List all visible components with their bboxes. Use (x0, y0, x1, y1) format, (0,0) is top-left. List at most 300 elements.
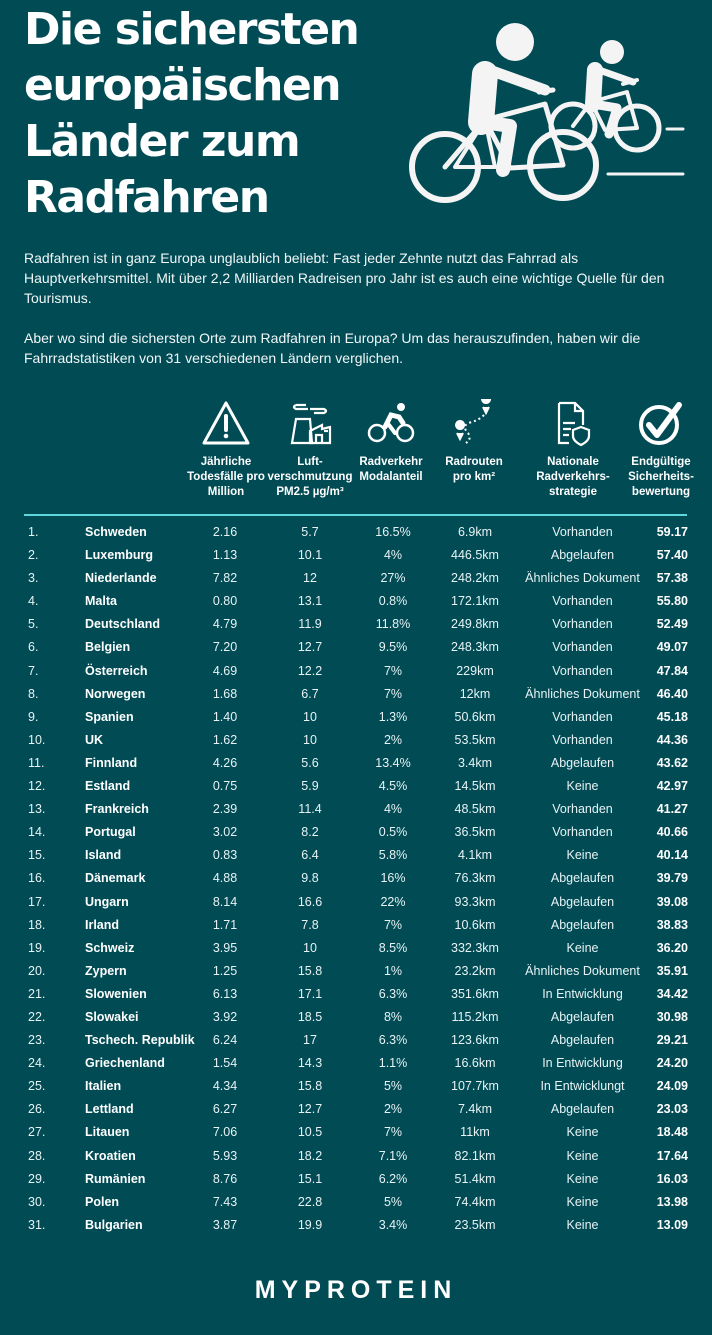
score-cell: 13.98 (656, 1194, 688, 1209)
title-line: Radfahren (24, 172, 269, 223)
modal-share-cell: 2% (383, 1102, 403, 1117)
score-cell: 39.08 (656, 894, 688, 909)
column-header-routes: Radrouten pro km² (436, 397, 512, 485)
pollution-cell: 22.8 (297, 1194, 323, 1209)
deaths-cell: 7.82 (212, 571, 238, 586)
modal-share-cell: 7.1% (378, 1148, 408, 1163)
routes-cell: 12km (459, 686, 491, 701)
country-cell: Belgien (85, 640, 131, 655)
country-cell: Niederlande (85, 571, 157, 586)
factory-pollution-icon (265, 397, 355, 449)
country-cell: Malta (85, 594, 117, 609)
score-cell: 36.20 (656, 940, 688, 955)
rank-cell: 9. (28, 709, 39, 724)
table-row (0, 729, 712, 752)
modal-share-cell: 0.8% (378, 594, 408, 609)
deaths-cell: 1.71 (212, 917, 238, 932)
modal-share-cell: 3.4% (378, 1217, 408, 1232)
strategy-cell: Vorhanden (552, 594, 613, 609)
strategy-cell: Vorhanden (552, 640, 613, 655)
pollution-cell: 14.3 (297, 1056, 323, 1071)
modal-share-cell: 4% (383, 802, 403, 817)
rank-cell: 3. (28, 571, 39, 586)
title-line: Länder zum (24, 116, 300, 167)
rank-cell: 10. (28, 732, 46, 747)
deaths-cell: 1.54 (212, 1056, 238, 1071)
table-row (0, 821, 712, 844)
rank-cell: 19. (28, 940, 46, 955)
title-line: Die sichersten (24, 4, 359, 55)
cyclist-icon (353, 397, 429, 449)
deaths-cell: 6.27 (212, 1102, 238, 1117)
pollution-cell: 16.6 (297, 894, 323, 909)
country-cell: Finnland (85, 755, 138, 770)
deaths-cell: 8.14 (212, 894, 238, 909)
rank-cell: 8. (28, 686, 39, 701)
deaths-cell: 4.69 (212, 663, 238, 678)
score-cell: 57.40 (656, 548, 688, 563)
header-divider (24, 514, 687, 516)
country-cell: Zypern (85, 963, 127, 978)
rank-cell: 25. (28, 1079, 46, 1094)
country-cell: Rumänien (85, 1171, 146, 1186)
table-row (0, 636, 712, 659)
routes-cell: 50.6km (454, 709, 496, 724)
deaths-cell: 4.88 (212, 871, 238, 886)
modal-share-cell: 9.5% (378, 640, 408, 655)
warning-icon (186, 397, 266, 449)
routes-cell: 6.9km (457, 525, 493, 539)
pollution-cell: 8.2 (301, 825, 319, 840)
intro-paragraph: Aber wo sind die sichersten Orte zum Radfahren in Europa? Um das herauszufinden, haben wir die Fahrradstatistiken von 31 verschiedenen Ländern verglichen. (24, 330, 641, 366)
table-row (0, 521, 712, 544)
score-cell: 23.03 (656, 1102, 688, 1117)
deaths-cell: 1.25 (212, 963, 238, 978)
modal-share-cell: 1.3% (378, 709, 408, 724)
deaths-cell: 3.92 (212, 1009, 238, 1024)
routes-cell: 11km (460, 1125, 490, 1140)
modal-share-cell: 6.3% (378, 986, 408, 1001)
strategy-cell: In Entwicklung (542, 986, 623, 1001)
pollution-cell: 13.1 (297, 594, 323, 609)
pollution-cell: 5.9 (301, 779, 319, 794)
table-row (0, 544, 712, 567)
country-cell: Estland (85, 779, 131, 794)
routes-cell: 248.2km (451, 571, 499, 586)
deaths-cell: 7.20 (212, 640, 238, 655)
pollution-cell: 17 (303, 1033, 317, 1048)
pollution-cell: 6.4 (301, 848, 319, 863)
deaths-cell: 0.83 (212, 848, 238, 863)
deaths-cell: 1.68 (212, 686, 238, 701)
table-row (0, 1191, 712, 1214)
country-cell: Norwegen (85, 686, 146, 701)
score-cell: 52.49 (656, 617, 688, 632)
rank-cell: 20. (28, 963, 46, 978)
rank-cell: 28. (28, 1148, 46, 1163)
rank-cell: 21. (28, 986, 46, 1001)
modal-share-cell: 7% (383, 917, 403, 932)
strategy-cell: In Entwicklungt (540, 1079, 625, 1094)
table-row (0, 1168, 712, 1191)
routes-cell: 53.5km (454, 732, 496, 747)
rank-cell: 12. (28, 779, 46, 794)
rank-cell: 7. (28, 663, 39, 678)
score-cell: 41.27 (656, 802, 688, 817)
score-cell: 42.97 (656, 779, 688, 794)
modal-share-cell: 5% (383, 1194, 403, 1209)
strategy-cell: Ähnliches Dokument (525, 571, 640, 586)
cyclists-icon (405, 22, 705, 212)
pollution-cell: 10 (303, 709, 317, 724)
routes-cell: 76.3km (454, 871, 496, 886)
rank-cell: 1. (28, 525, 39, 539)
modal-share-cell: 8.5% (378, 940, 408, 955)
routes-cell: 172.1km (451, 594, 499, 609)
routes-cell: 123.6km (451, 1033, 499, 1048)
rank-cell: 16. (28, 871, 46, 886)
modal-share-cell: 7% (383, 686, 403, 701)
country-cell: Deutschland (85, 617, 161, 632)
pollution-cell: 19.9 (297, 1217, 323, 1232)
strategy-cell: Keine (566, 848, 599, 863)
strategy-cell: Abgelaufen (550, 894, 615, 909)
pollution-cell: 9.8 (301, 871, 319, 886)
modal-share-cell: 5.8% (378, 848, 408, 863)
table-row (0, 590, 712, 613)
page-title (24, 2, 358, 226)
modal-share-cell: 13.4% (375, 755, 411, 770)
strategy-cell: Abgelaufen (550, 1033, 615, 1048)
deaths-cell: 4.26 (212, 755, 238, 770)
modal-share-cell: 0.5% (378, 825, 408, 840)
routes-cell: 23.2km (454, 963, 496, 978)
strategy-cell: Abgelaufen (550, 1102, 615, 1117)
pollution-cell: 5.6 (301, 755, 319, 770)
strategy-cell: Vorhanden (552, 525, 613, 539)
table-row (0, 775, 712, 798)
strategy-cell: Keine (566, 1194, 599, 1209)
pollution-cell: 7.8 (301, 917, 319, 932)
strategy-cell: Keine (566, 1148, 599, 1163)
table-row (0, 1098, 712, 1121)
deaths-cell: 6.24 (212, 1033, 238, 1048)
country-cell: Schweiz (85, 940, 135, 955)
routes-cell: 332.3km (451, 940, 499, 955)
score-cell: 17.64 (656, 1148, 688, 1163)
deaths-cell: 4.79 (212, 617, 238, 632)
country-cell: Irland (85, 917, 120, 932)
intro-text (24, 248, 689, 388)
score-cell: 44.36 (656, 732, 688, 747)
deaths-cell: 1.62 (212, 732, 238, 747)
pollution-cell: 17.1 (297, 986, 323, 1001)
table-row (0, 914, 712, 937)
deaths-cell: 1.13 (212, 548, 238, 563)
strategy-cell: Abgelaufen (550, 917, 615, 932)
country-cell: Österreich (85, 663, 148, 678)
score-cell: 38.83 (656, 917, 688, 932)
score-cell: 47.84 (656, 663, 688, 678)
country-cell: Ungarn (85, 894, 129, 909)
modal-share-cell: 11.8% (375, 617, 411, 632)
check-circle-icon (616, 397, 706, 449)
country-cell: Griechenland (85, 1056, 165, 1071)
score-cell: 30.98 (656, 1009, 688, 1024)
rank-cell: 15. (28, 848, 46, 863)
score-cell: 49.07 (656, 640, 688, 655)
country-cell: Dänemark (85, 871, 146, 886)
table-row (0, 937, 712, 960)
table-row (0, 867, 712, 890)
strategy-cell: Keine (566, 1125, 599, 1140)
rank-cell: 4. (28, 594, 39, 609)
pollution-cell: 10 (303, 732, 317, 747)
intro-paragraph: Radfahren ist in ganz Europa unglaublich beliebt: Fast jeder Zehnte nutzt das Fahrrad als Hauptverkehrsmittel. Mit über 2,2 Milliarden Radreisen pro Jahr ist es auch eine wichtige Quelle für den Tourismus. (24, 250, 665, 306)
strategy-cell: Vorhanden (552, 663, 613, 678)
score-cell: 43.62 (656, 755, 688, 770)
routes-cell: 14.5km (454, 779, 496, 794)
column-header-pollution: Luft- verschmutzung PM2.5 µg/m³ (265, 397, 355, 500)
rank-cell: 31. (28, 1217, 46, 1232)
pollution-cell: 10.5 (297, 1125, 323, 1140)
rank-cell: 13. (28, 802, 46, 817)
table-row (0, 891, 712, 914)
table-row (0, 983, 712, 1006)
table-row (0, 660, 712, 683)
column-header-modal-share: Radverkehr Modalanteil (353, 397, 429, 485)
deaths-cell: 3.95 (212, 940, 238, 955)
score-cell: 57.38 (656, 571, 688, 586)
score-cell: 45.18 (656, 709, 688, 724)
routes-cell: 82.1km (454, 1148, 496, 1163)
table-row (0, 1214, 712, 1237)
modal-share-cell: 1% (383, 963, 403, 978)
score-cell: 18.48 (656, 1125, 688, 1140)
modal-share-cell: 7% (383, 1125, 403, 1140)
routes-cell: 229km (456, 663, 494, 678)
rank-cell: 6. (28, 640, 39, 655)
modal-share-cell: 7% (383, 663, 403, 678)
deaths-cell: 0.80 (212, 594, 238, 609)
deaths-cell: 3.87 (212, 1217, 238, 1232)
country-cell: Spanien (85, 709, 134, 724)
deaths-cell: 1.40 (212, 709, 238, 724)
table-row (0, 752, 712, 775)
routes-cell: 107.7km (451, 1079, 499, 1094)
pollution-cell: 15.8 (297, 1079, 323, 1094)
route-pins-icon (436, 397, 512, 449)
pollution-cell: 12.7 (297, 1102, 323, 1117)
score-cell: 24.20 (656, 1056, 688, 1071)
rank-cell: 23. (28, 1033, 46, 1048)
deaths-cell: 3.02 (212, 825, 238, 840)
modal-share-cell: 16% (380, 871, 406, 886)
strategy-cell: Keine (566, 940, 599, 955)
country-cell: UK (85, 732, 104, 747)
pollution-cell: 12.7 (297, 640, 323, 655)
country-cell: Kroatien (85, 1148, 136, 1163)
routes-cell: 248.3km (451, 640, 499, 655)
modal-share-cell: 6.3% (378, 1033, 408, 1048)
modal-share-cell: 27% (380, 571, 406, 586)
modal-share-cell: 2% (383, 732, 403, 747)
strategy-cell: Abgelaufen (550, 1009, 615, 1024)
deaths-cell: 8.76 (212, 1171, 238, 1186)
rank-cell: 18. (28, 917, 46, 932)
country-cell: Slowakei (85, 1009, 139, 1024)
country-cell: Schweden (85, 525, 147, 539)
rank-cell: 22. (28, 1009, 46, 1024)
strategy-cell: Abgelaufen (550, 548, 615, 563)
score-cell: 59.17 (656, 525, 688, 539)
routes-cell: 10.6km (454, 917, 496, 932)
strategy-cell: Keine (566, 1171, 599, 1186)
modal-share-cell: 1.1% (378, 1056, 408, 1071)
rank-cell: 14. (28, 825, 46, 840)
strategy-cell: Abgelaufen (550, 871, 615, 886)
modal-share-cell: 6.2% (378, 1171, 408, 1186)
pollution-cell: 10.1 (297, 548, 323, 563)
score-cell: 35.91 (656, 963, 688, 978)
strategy-cell: Vorhanden (552, 709, 613, 724)
table-row (0, 613, 712, 636)
score-cell: 34.42 (656, 986, 688, 1001)
pollution-cell: 15.1 (297, 1171, 323, 1186)
score-cell: 40.66 (656, 825, 688, 840)
strategy-cell: Vorhanden (552, 802, 613, 817)
strategy-cell: Keine (566, 779, 599, 794)
modal-share-cell: 8% (383, 1009, 403, 1024)
strategy-cell: Vorhanden (552, 732, 613, 747)
pollution-cell: 11.9 (298, 617, 322, 632)
rank-cell: 2. (28, 548, 39, 563)
deaths-cell: 4.34 (212, 1079, 238, 1094)
deaths-cell: 2.39 (212, 802, 238, 817)
country-cell: Slowenien (85, 986, 147, 1001)
modal-share-cell: 5% (383, 1079, 403, 1094)
pollution-cell: 11.4 (298, 802, 322, 817)
country-cell: Tschech. Republik (85, 1033, 195, 1048)
ranking-table (0, 521, 712, 1237)
table-row (0, 1029, 712, 1052)
title-line: europäischen (24, 60, 341, 111)
routes-cell: 93.3km (454, 894, 496, 909)
table-row (0, 844, 712, 867)
rank-cell: 30. (28, 1194, 46, 1209)
modal-share-cell: 4.5% (378, 779, 408, 794)
document-shield-icon (527, 397, 619, 449)
table-header (0, 397, 712, 509)
table-row (0, 1052, 712, 1075)
country-cell: Litauen (85, 1125, 130, 1140)
country-cell: Frankreich (85, 802, 149, 817)
modal-share-cell: 22% (380, 894, 406, 909)
routes-cell: 48.5km (454, 802, 496, 817)
table-row (0, 683, 712, 706)
rank-cell: 27. (28, 1125, 46, 1140)
strategy-cell: Ähnliches Dokument (525, 686, 640, 701)
routes-cell: 16.6km (454, 1056, 496, 1071)
pollution-cell: 10 (303, 940, 317, 955)
brand-logo: MYPROTEIN (254, 1276, 458, 1304)
country-cell: Island (85, 848, 122, 863)
table-row (0, 1006, 712, 1029)
table-row (0, 706, 712, 729)
strategy-cell: Keine (566, 1217, 599, 1232)
column-header-strategy: Nationale Radverkehrs- strategie (527, 397, 619, 500)
table-row (0, 567, 712, 590)
score-cell: 46.40 (656, 686, 688, 701)
routes-cell: 249.8km (451, 617, 499, 632)
country-cell: Luxemburg (85, 548, 154, 563)
pollution-cell: 6.7 (301, 686, 319, 701)
rank-cell: 17. (28, 894, 46, 909)
column-header-deaths: Jährliche Todesfälle pro Million (186, 397, 266, 500)
pollution-cell: 15.8 (297, 963, 323, 978)
deaths-cell: 5.93 (212, 1148, 238, 1163)
rank-cell: 24. (28, 1056, 46, 1071)
routes-cell: 115.2km (451, 1009, 499, 1024)
rank-cell: 26. (28, 1102, 46, 1117)
rank-cell: 5. (28, 617, 39, 632)
table-row (0, 798, 712, 821)
table-row (0, 960, 712, 983)
pollution-cell: 12.2 (297, 663, 323, 678)
deaths-cell: 0.75 (212, 779, 238, 794)
modal-share-cell: 4% (383, 548, 403, 563)
score-cell: 16.03 (656, 1171, 688, 1186)
strategy-cell: Vorhanden (552, 825, 613, 840)
table-row (0, 1145, 712, 1168)
country-cell: Bulgarien (85, 1217, 143, 1232)
score-cell: 39.79 (656, 871, 688, 886)
rank-cell: 29. (28, 1171, 46, 1186)
routes-cell: 51.4km (454, 1171, 496, 1186)
country-cell: Polen (85, 1194, 120, 1209)
rank-cell: 11. (28, 755, 45, 770)
strategy-cell: Ähnliches Dokument (525, 963, 640, 978)
score-cell: 13.09 (656, 1217, 688, 1232)
country-cell: Portugal (85, 825, 136, 840)
pollution-cell: 12 (303, 571, 317, 586)
score-cell: 24.09 (656, 1079, 688, 1094)
pollution-cell: 18.5 (297, 1009, 323, 1024)
country-cell: Italien (85, 1079, 122, 1094)
routes-cell: 351.6km (451, 986, 499, 1001)
deaths-cell: 7.43 (212, 1194, 238, 1209)
routes-cell: 4.1km (457, 848, 493, 863)
column-header-score: Endgültige Sicherheits- bewertung (616, 397, 706, 500)
pollution-cell: 18.2 (297, 1148, 323, 1163)
country-cell: Lettland (85, 1102, 134, 1117)
routes-cell: 36.5km (454, 825, 496, 840)
deaths-cell: 7.06 (212, 1125, 238, 1140)
routes-cell: 23.5km (454, 1217, 496, 1232)
strategy-cell: In Entwicklung (542, 1056, 623, 1071)
modal-share-cell: 16.5% (375, 525, 411, 539)
routes-cell: 7.4km (457, 1102, 493, 1117)
score-cell: 29.21 (656, 1033, 688, 1048)
routes-cell: 446.5km (451, 548, 499, 563)
table-row (0, 1121, 712, 1144)
deaths-cell: 2.16 (212, 525, 238, 539)
deaths-cell: 6.13 (212, 986, 238, 1001)
score-cell: 55.80 (656, 594, 688, 609)
score-cell: 40.14 (656, 848, 688, 863)
routes-cell: 74.4km (454, 1194, 496, 1209)
strategy-cell: Abgelaufen (550, 755, 615, 770)
